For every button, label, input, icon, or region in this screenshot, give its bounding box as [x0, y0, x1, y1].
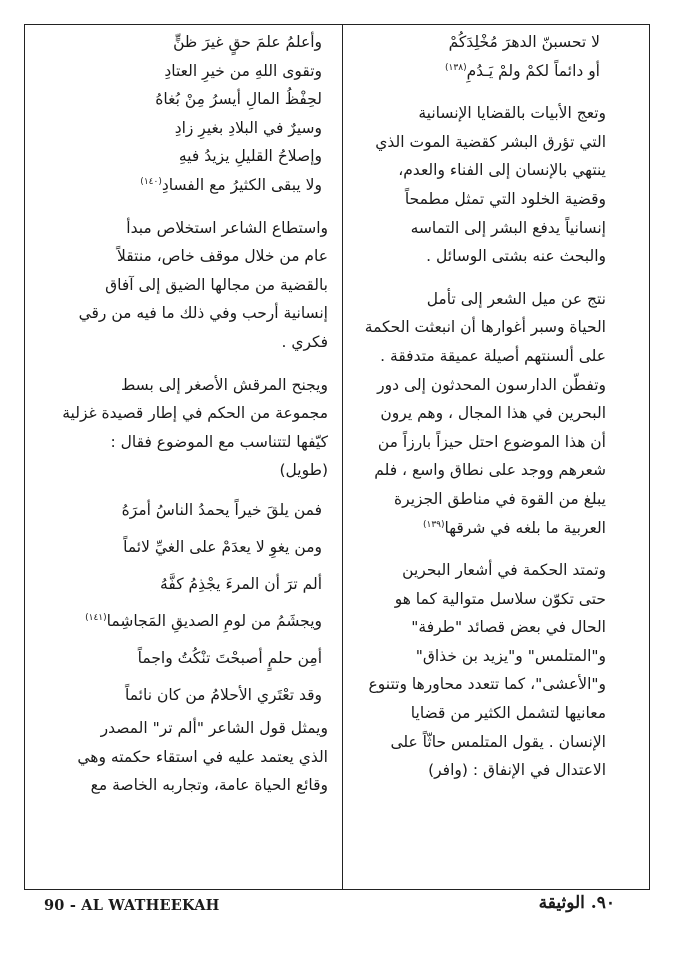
- line-text: نتج عن ميل الشعر إلى تأمل: [426, 289, 606, 308]
- line-text: بالقضية من مجالها الضيق إلى آفاق: [105, 275, 328, 294]
- line-text: وتفطّن الدارسون المحدثون إلى دور: [377, 375, 606, 394]
- verse-text: وإصلاحُ القليلِ يزيدُ فيهِ: [178, 147, 322, 166]
- line-text: وتعج الأبيات بالقضايا الإنسانية: [418, 104, 606, 123]
- paragraph-line: [58, 328, 328, 357]
- paragraph-gap: [58, 200, 328, 214]
- verse-text: ومن يغوِ لا يعدَمْ على الغيِّ لائماً: [123, 537, 322, 556]
- poem-verse: [58, 171, 328, 200]
- poem-verse: [58, 28, 328, 57]
- paragraph-line: [350, 728, 606, 757]
- paragraph-line: [350, 756, 606, 785]
- paragraph-line: [350, 156, 606, 185]
- line-text: و"المتلمس" و"يزيد بن خذاق": [415, 646, 606, 665]
- line-text: الإنسان . يقول المتلمس حاثّاً على: [390, 732, 606, 751]
- poem-verse: [350, 57, 606, 86]
- paragraph-line: [350, 342, 606, 371]
- poem-verse: [58, 566, 328, 603]
- verse-text: وتقوى اللهِ من خيرِ العتادِ: [164, 61, 322, 80]
- text-paragraph: [58, 214, 328, 357]
- line-text: و"الأعشى"، كما تتعدد محاورها وتتنوع: [368, 675, 606, 694]
- paragraph-line: [350, 285, 606, 314]
- line-text: فكري .: [281, 332, 328, 351]
- paragraph-line: [58, 214, 328, 243]
- paragraph-line: [58, 714, 328, 743]
- right-text-column: [350, 28, 606, 785]
- line-text: ينتهي بالإنسان إلى الفناء والعدم،: [398, 161, 606, 180]
- line-text: الذي يعتمد عليه في استقاء حكمته وهي: [77, 747, 328, 766]
- line-text: التي تؤرق البشر كقضية الموت الذي: [375, 132, 606, 151]
- poem-verse: [58, 492, 328, 529]
- poem-verse: [58, 640, 328, 677]
- paragraph-line: [58, 242, 328, 271]
- verse-text: لا تحسبنّ الدهرَ مُخْلِدَكُمْ: [448, 33, 600, 51]
- text-paragraph: [350, 556, 606, 785]
- footer-page-label-arabic: ٩٠. الوثيقة: [538, 893, 615, 913]
- paragraph-line: [350, 613, 606, 642]
- poem-verse: [58, 529, 328, 566]
- paragraph-gap: [350, 85, 606, 99]
- paragraph-line: [350, 428, 606, 457]
- paragraph-line: [350, 585, 606, 614]
- paragraph-line: [350, 456, 606, 485]
- verse-text: وقد تعْتَري الأحلامُ من كان نائماً: [124, 685, 322, 704]
- paragraph-line: [350, 485, 606, 514]
- footnote-marker: (١٣٩): [422, 519, 445, 530]
- line-text: على ألسنتهم أصيلة عميقة متدفقة .: [380, 346, 606, 365]
- poem-verse: [58, 603, 328, 640]
- paragraph-line: [350, 214, 606, 243]
- line-text: معانيها لتشمل الكثير من قضايا: [410, 704, 606, 723]
- column-divider: [342, 24, 343, 890]
- poem-verse: [350, 28, 606, 57]
- verse-text: ألم ترَ أن المرءَ يجْذِمُ كفَّهُ: [160, 574, 322, 593]
- line-text: العربية ما بلغه في شرقها: [444, 518, 606, 537]
- left-text-column: [58, 28, 328, 800]
- paragraph-line: [350, 313, 606, 342]
- line-text: وقائع الحياة عامة، وتجاربه الخاصة مع: [90, 776, 328, 795]
- paragraph-line: [58, 428, 328, 457]
- poem-verse: [58, 677, 328, 714]
- paragraph-line: [350, 699, 606, 728]
- paragraph-line: [350, 242, 606, 271]
- text-paragraph: [350, 99, 606, 271]
- poem-verse: [58, 57, 328, 86]
- paragraph-gap: [58, 485, 328, 492]
- verse-text: فمن يلقَ خيراً يحمدُ الناسُ أمرَهُ: [121, 500, 322, 519]
- verse-text: أمِن حلمٍ أصبحْتَ تنْكُتُ واجماً: [137, 648, 322, 667]
- paragraph-line: [350, 642, 606, 671]
- verse-text: أو دائماً لكمْ ولمْ يَـدُمِ: [466, 61, 600, 80]
- footnote-marker: (١٤٠): [140, 176, 162, 187]
- paragraph-line: [58, 456, 328, 485]
- paragraph-line: [350, 371, 606, 400]
- line-text: البحرين في هذا المجال ، وهم يرون: [380, 404, 606, 423]
- line-text: واستطاع الشاعر استخلاص مبدأ: [126, 218, 328, 237]
- paragraph-gap: [350, 271, 606, 285]
- footnote-marker: (١٤١): [85, 612, 107, 623]
- line-text: الحال في بعض قصائد "طرفة": [411, 618, 606, 637]
- paragraph-line: [350, 670, 606, 699]
- verse-text: ويجشَمُ من لومِ الصديقِ المَجاشِما: [106, 611, 322, 630]
- paragraph-line: [350, 99, 606, 128]
- line-text: أن هذا الموضوع احتل حيزاً بارزاً من: [377, 432, 606, 451]
- footnote-marker: (١٣٨): [445, 62, 467, 73]
- paragraph-line: [58, 771, 328, 800]
- paragraph-line: [58, 399, 328, 428]
- paragraph-line: [350, 556, 606, 585]
- line-text: ويمثل قول الشاعر "ألم تر" المصدر: [100, 718, 328, 737]
- footer-page-label-latin: 90 - AL WATHEEKAH: [44, 897, 220, 914]
- paragraph-line: [58, 299, 328, 328]
- poem-verse: [58, 114, 328, 143]
- line-text: ويجنح المرقش الأصغر إلى بسط: [120, 375, 328, 394]
- line-text: وتمتد الحكمة في أشعار البحرين: [402, 561, 606, 580]
- paragraph-line: [58, 271, 328, 300]
- line-text: إنسانياً يدفع البشر إلى التماسه: [410, 218, 606, 237]
- verse-text: وأعلمُ علمَ حقٍ غيرَ ظنٍّ: [173, 33, 322, 51]
- paragraph-gap: [58, 357, 328, 371]
- text-paragraph: [350, 285, 606, 542]
- verse-text: لحِفْظُ المالِ أيسرُ مِنْ بُغاهُ: [155, 90, 322, 109]
- paragraph-line: [350, 399, 606, 428]
- line-text: شعرهم ووجد على نطاق واسع ، فلم: [374, 461, 606, 480]
- line-text: وقضية الخلود التي تمثل مطمحاً: [404, 189, 606, 208]
- verse-text: وسيرٌ في البلادِ بغيرِ زادِ: [174, 118, 322, 137]
- poem-verse: [58, 85, 328, 114]
- paragraph-line: [58, 371, 328, 400]
- line-text: الحياة وسبر أغوارها أن انبعثت الحكمة: [364, 318, 606, 337]
- paragraph-line: [58, 743, 328, 772]
- line-text: كيّفها لتتناسب مع الموضوع فقال :: [110, 432, 328, 451]
- line-text: (طويل): [279, 461, 328, 480]
- line-text: الاعتدال في الإنفاق : (وافر): [428, 761, 606, 780]
- paragraph-line: [350, 514, 606, 543]
- paragraph-gap: [350, 542, 606, 556]
- line-text: حتى تكوّن سلاسل متوالية كما هو: [394, 589, 606, 608]
- line-text: والبحث عنه بشتى الوسائل .: [426, 247, 606, 266]
- line-text: عام من خلال موقف خاص، منتقلاً: [117, 247, 328, 266]
- verse-text: ولا يبقى الكثيرُ مع الفسادِ: [161, 175, 322, 194]
- page-footer: [0, 893, 675, 919]
- line-text: مجموعة من الحكم في إطار قصيدة غزلية: [62, 404, 328, 423]
- poem-verse: [58, 142, 328, 171]
- line-text: إنسانية أرحب وفي ذلك ما فيه من رقي: [78, 304, 328, 323]
- line-text: يبلغ من القوة في مناطق الجزيرة: [394, 489, 606, 508]
- paragraph-line: [350, 185, 606, 214]
- text-paragraph: [58, 371, 328, 485]
- paragraph-line: [350, 128, 606, 157]
- text-paragraph: [58, 714, 328, 800]
